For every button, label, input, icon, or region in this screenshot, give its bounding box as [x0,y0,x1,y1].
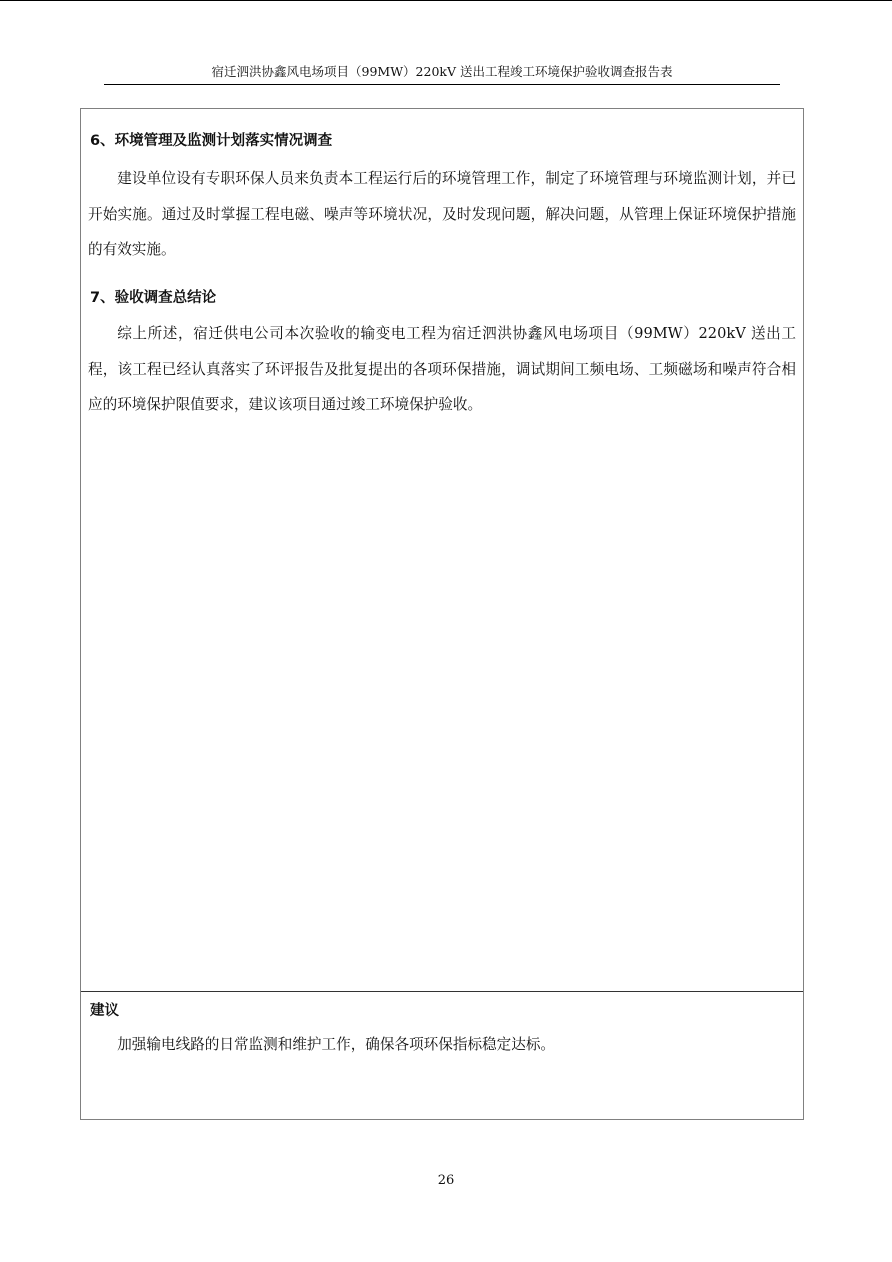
section-7-heading: 7、验收调查总结论 [90,290,217,306]
suggestion-heading: 建议 [90,1003,119,1019]
main-content-cell [81,109,803,992]
page-number: 26 [437,1173,455,1188]
page-header: 宿迁泗洪协鑫风电场项目（99MW）220kV 送出工程竣工环境保护验收调查报告表 [104,62,780,85]
section-7-paragraph: 综上所述，宿迁供电公司本次验收的输变电工程为宿迁泗洪协鑫风电场项目（99MW）220kV 送出工程，该工程已经认真落实了环评报告及批复提出的各项环保措施，调试期间工频电场、工频磁场和噪声符合相应的环境保护限值要求，建议该项目通过竣工环境保护验收。 [88,325,796,413]
top-border-line [0,0,892,1]
report-table [80,108,804,1120]
section-6-heading: 6、环境管理及监测计划落实情况调查 [90,133,333,149]
suggestion-cell [81,992,803,1119]
section-6-paragraph: 建设单位设有专职环保人员来负责本工程运行后的环境管理工作，制定了环境管理与环境监测计划，并已开始实施。通过及时掌握工程电磁、噪声等环境状况，及时发现问题，解决问题，从管理上保证环境保护措施的有效实施。 [88,170,796,258]
suggestion-paragraph: 加强输电线路的日常监测和维护工作，确保各项环保指标稳定达标。 [117,1036,556,1053]
